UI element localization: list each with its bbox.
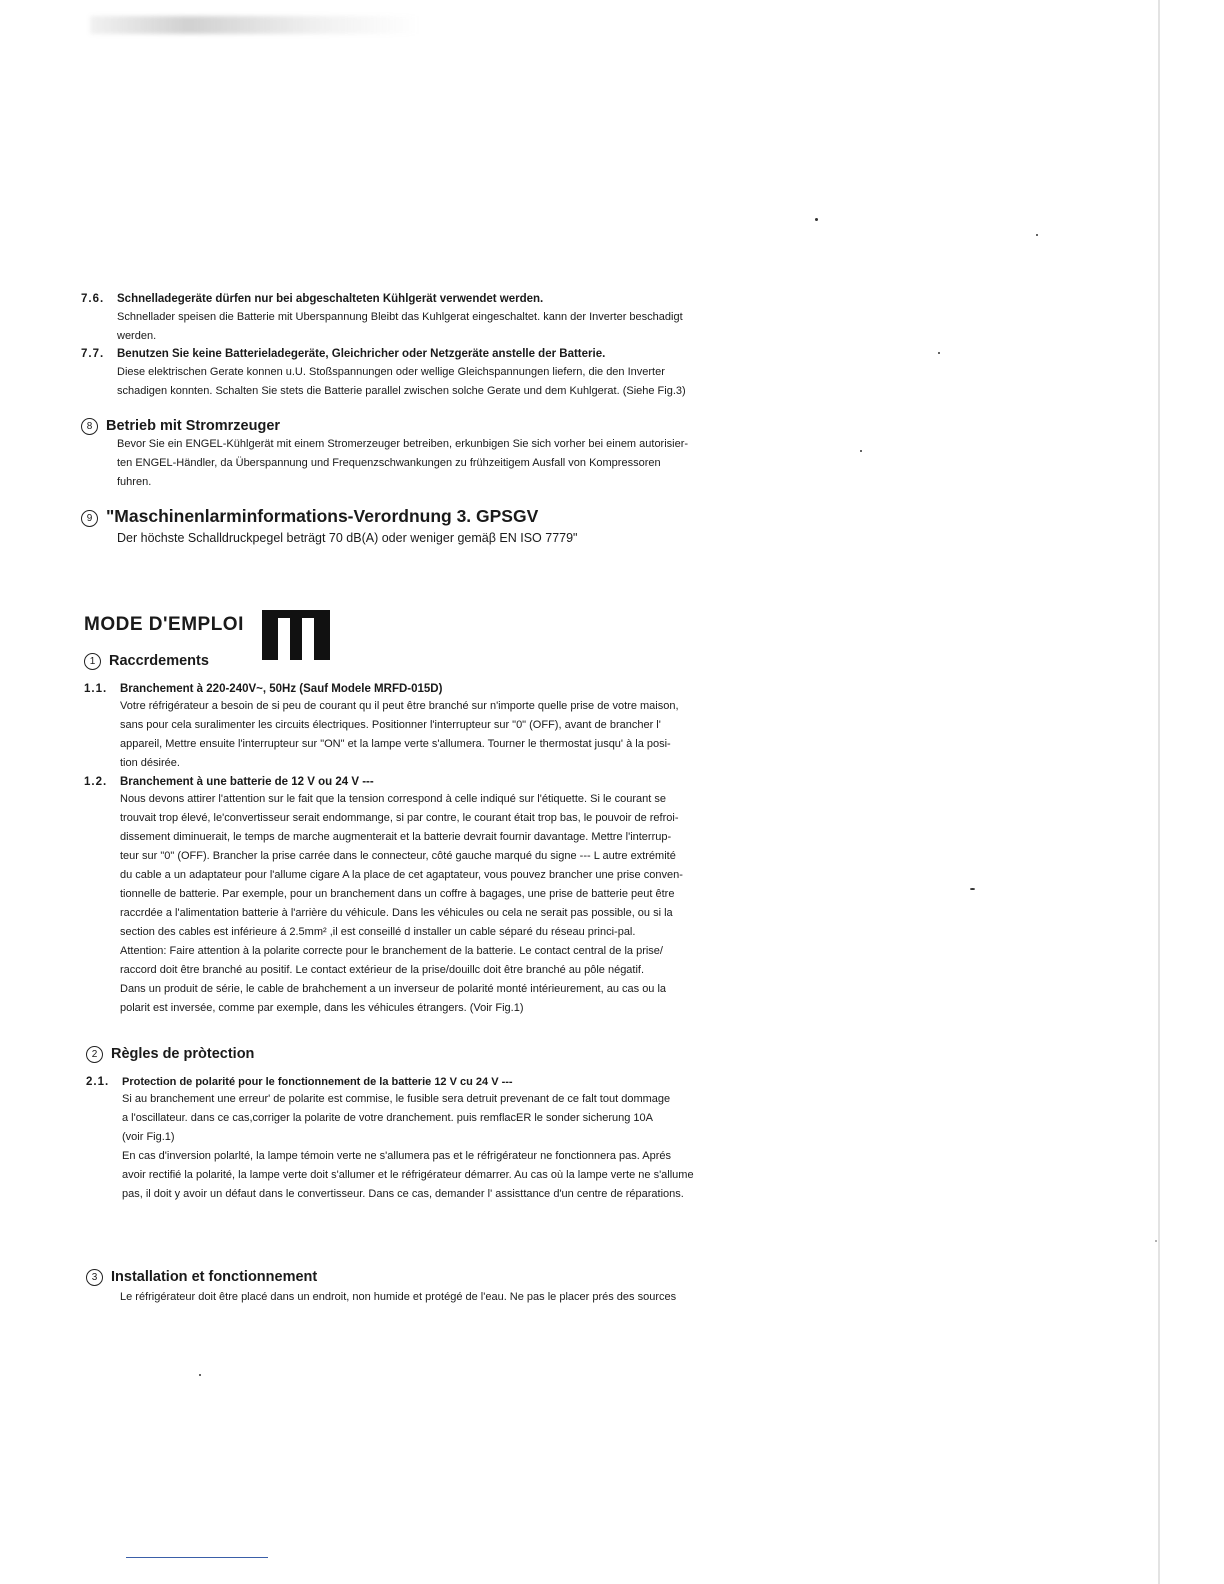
section-fr-2	[86, 1046, 826, 1063]
text-line: du cable a un adaptateur pour l'allume cigare A la place de cet agaptateur, vous pouvez brancher une prise conven-	[120, 869, 683, 881]
text-line: Diese elektrischen Gerate konnen u.U. Stoßspannungen oder wellige Gleichspannungen liefern, die den Inverter	[117, 366, 665, 378]
section-1-2	[84, 772, 824, 1018]
section-heading: "Maschinenlarminformations-Verordnung 3. GPSGV	[106, 506, 539, 526]
scan-edge	[1158, 0, 1160, 1584]
section-1-1	[84, 679, 824, 773]
circled-number-8: 8	[81, 418, 98, 435]
scan-speck	[1155, 1240, 1157, 1242]
section-number: 7.7.	[81, 348, 105, 360]
text-line: section des cables est inférieure á 2.5mm² ,il est conseillé d installer un cable séparé du réseau princi-pal.	[120, 926, 636, 938]
text-line: Attention: Faire attention à la polarite correcte pour le branchement de la batterie. Le contact central de la prise/	[120, 945, 663, 957]
circled-number-9: 9	[81, 510, 98, 527]
section-heading: Schnelladegeräte dürfen nur bei abgeschalteten Kühlgerät verwendet werden.	[117, 293, 544, 305]
text-line: Dans un produit de série, le cable de brahchement a un inverseur de polarité monté intérieurement, au cas ou la	[120, 983, 667, 995]
text-line: Le réfrigérateur doit être placé dans un endroit, non humide et protégé de l'eau. Ne pas le placer prés des sources	[120, 1291, 677, 1303]
text-line: fuhren.	[117, 476, 152, 488]
text-line: raccord doit être branché au positif. Le contact extérieur de la prise/douillc doit être branché au pôle négatif.	[120, 964, 645, 976]
section-number: 1.1.	[84, 683, 108, 695]
scan-smudge	[90, 16, 420, 34]
paragraph	[117, 308, 821, 346]
circled-number-3: 3	[86, 1269, 103, 1286]
text-line: a l'oscillateur. dans ce cas,corriger la polarite de votre dranchement. puis remflacER le sonder sicherung 10A	[122, 1112, 653, 1124]
scan-speck	[815, 218, 818, 221]
text-line: trouvait trop élevé, le'convertisseur serait endommange, si par contre, le courant était trop bas, le pouvoir de refroi-	[120, 812, 679, 824]
section-heading: Betrieb mit Stromrzeuger	[106, 418, 281, 434]
text-line: raccrdée a l'alimentation batterie à l'arrière du véhicule. Dans les véhicules ou cela ne serait pas possible, ou si la	[120, 907, 673, 919]
text-line: appareil, Mettre ensuite l'interrupteur sur "ON" et la lampe verte s'allumera. Tourner le thermostat jusqu' à la posi-	[120, 738, 671, 750]
section-heading: Raccrdements	[109, 653, 209, 669]
section-8	[81, 418, 821, 492]
paragraph	[117, 363, 821, 401]
text-line: ten ENGEL-Händler, da Überspannung und Frequenzschwankungen zu frühzeitigem Ausfall von Kompressoren	[117, 457, 661, 469]
section-number: 7.6.	[81, 293, 105, 305]
text-line: avoir rectifié la polarité, la lampe verte doit s'allumer et le réfrigérateur démarrer. Au cas où la lampe verte ne s'allume	[122, 1169, 694, 1181]
text-line: tionnelle de batterie. Par exemple, pour un branchement dans un coffre à bagages, une prise de batterie peut être	[120, 888, 675, 900]
scan-speck	[970, 888, 975, 890]
text-line: Nous devons attirer l'attention sur le fait que la tension correspond à celle indiqué sur l'étiquette. Si le courant se	[120, 793, 666, 805]
section-heading: Branchement à une batterie de 12 V ou 24 V ---	[120, 776, 374, 788]
section-9	[81, 506, 821, 549]
text-line: schadigen konnten. Schalten Sie stets die Batterie parallel zwischen solche Gerate und dem Kuhlgerat. (Siehe Fig.3)	[117, 385, 686, 397]
section-number: 2.1.	[86, 1076, 110, 1088]
circled-number-1: 1	[84, 653, 101, 670]
section-heading: Protection de polarité pour le fonctionnement de la batterie 12 V cu 24 V ---	[122, 1076, 513, 1088]
text-line: Si au branchement une erreur' de polarite est commise, le fusible sera detruit prevenant de ce falt tout dommage	[122, 1093, 671, 1105]
text-line: pas, il doit y avoir un défaut dans le convertisseur. Dans ce cas, demander l' assisttance d'un centre de réparations.	[122, 1188, 684, 1200]
text-line: polarit est inversée, comme par exemple, dans les véhicules étrangers. (Voir Fig.1)	[120, 1002, 524, 1014]
footer-rule	[126, 1557, 268, 1558]
section-heading: Installation et fonctionnement	[111, 1269, 318, 1285]
text-line: Der höchste Schalldruckpegel beträgt 70 dB(A) oder weniger gemäβ EN ISO 7779"	[117, 531, 578, 545]
text-line: sans pour cela suralimenter les circuits électriques. Positionner l'interrupteur sur "0" (OFF), avant de brancher l'	[120, 719, 661, 731]
text-line: tion désirée.	[120, 757, 180, 769]
paragraph	[120, 1288, 826, 1307]
text-line: Votre réfrigérateur a besoin de si peu de courant qu il peut être branché sur n'importe quelle prise de votre maison,	[120, 700, 679, 712]
paragraph	[117, 435, 821, 492]
text-line: Bevor Sie ein ENGEL-Kühlgerät mit einem Stromerzeuger betreiben, erkunbigen Sie sich vorher bei einem autorisier-	[117, 438, 689, 450]
circled-number-2: 2	[86, 1046, 103, 1063]
paragraph	[120, 697, 824, 773]
scan-speck	[199, 1374, 201, 1376]
text-line: En cas d'inversion polarlté, la lampe témoin verte ne s'allumera pas et le réfrigérateur ne fonctionnera pas. Aprés	[122, 1150, 671, 1162]
text-line: werden.	[117, 330, 157, 342]
section-number: 1.2.	[84, 776, 108, 788]
section-7-7	[81, 344, 821, 401]
paragraph	[120, 790, 824, 1018]
section-fr-1	[84, 653, 824, 670]
text-line: (voir Fig.1)	[122, 1131, 175, 1143]
section-heading: Règles de pròtection	[111, 1046, 255, 1062]
section-heading: Branchement à 220-240V~, 50Hz (Sauf Modele MRFD-015D)	[120, 683, 443, 695]
section-7-6	[81, 289, 821, 346]
paragraph	[117, 527, 821, 549]
text-line: dissement diminuerait, le temps de marche augmenterait et la batterie devrait fournir davantage. Mettre l'interrup-	[120, 831, 672, 843]
section-2-1	[86, 1072, 826, 1204]
scan-speck	[938, 352, 940, 354]
page-title: MODE D'EMPLOI	[84, 614, 244, 635]
section-fr-3	[86, 1269, 826, 1307]
text-line: Schnellader speisen die Batterie mit Uberspannung Bleibt das Kuhlgerat eingeschaltet. kann der Inverter beschadigt	[117, 311, 683, 323]
scan-speck	[860, 450, 862, 452]
paragraph	[122, 1090, 826, 1204]
scan-speck	[1036, 234, 1038, 236]
text-line: teur sur "0" (OFF). Brancher la prise carrée dans le connecteur, côté gauche marqué du signe --- L autre extrémité	[120, 850, 676, 862]
section-heading: Benutzen Sie keine Batterieladegeräte, Gleichricher oder Netzgeräte anstelle der Batterie.	[117, 348, 606, 360]
